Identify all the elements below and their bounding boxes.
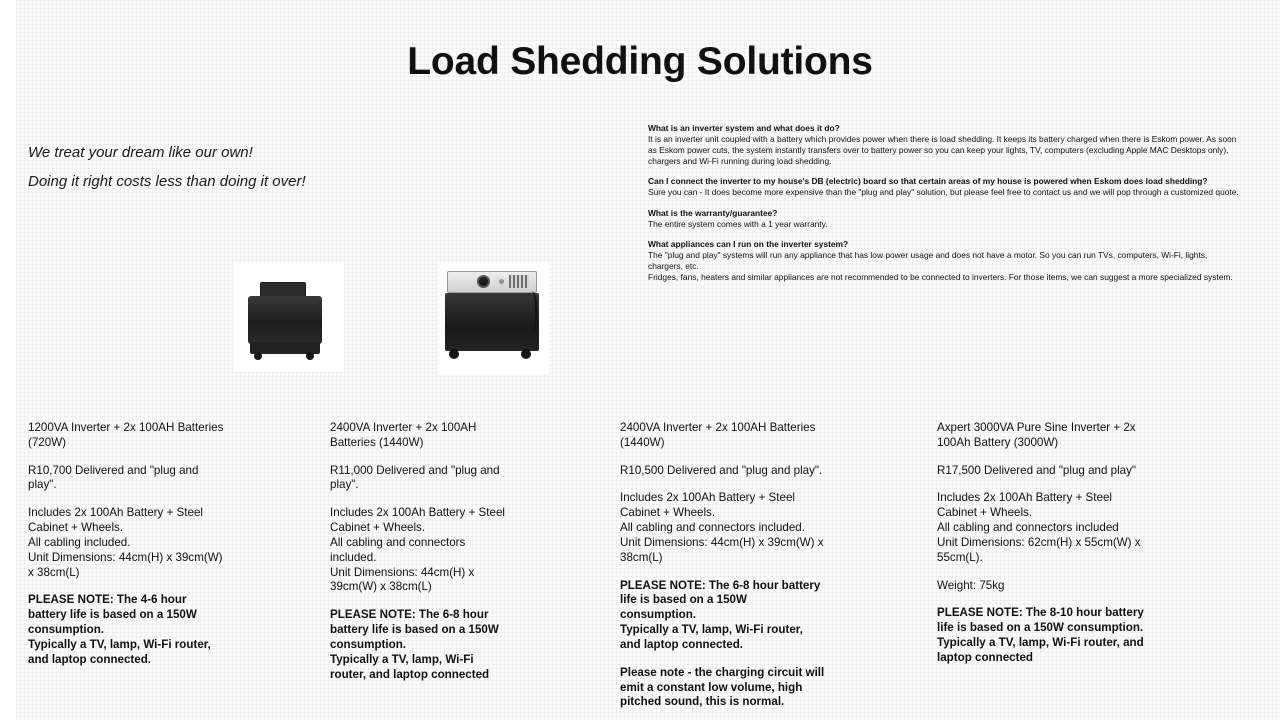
faq-answer-1: It is an inverter unit coupled with a battery which provides power when there is load shedding. It keeps its battery charged when there is Eskom power. As soon as Eskom power cuts, the system instantly transfers over to battery power so you can keep your lights, TV, computers (excluding Apple MAC Desktops only), chargers and Wi-Fi running during load shedding. — [648, 134, 1237, 167]
faq-answer-3: The entire system comes with a 1 year warranty. — [648, 218, 828, 229]
faq-question-4: What appliances can I run on the inverter system? — [648, 238, 849, 249]
product-note-1: PLEASE NOTE: The 6-8 hour battery life is based on a 150W consumption. — [620, 578, 821, 622]
product-note-1: PLEASE NOTE: The 6-8 hour battery life is based on a 150W consumption. — [330, 608, 499, 651]
product-includes-2: All cabling and connectors included. — [620, 521, 805, 535]
product-column-3 — [620, 421, 825, 710]
wheel-icon — [254, 352, 262, 360]
product-includes-2: All cabling included. — [28, 535, 131, 549]
tagline-secondary: Doing it right costs less than doing it over! — [28, 173, 306, 190]
product-note-2: Typically a TV, lamp, Wi-Fi router, and laptop connected. — [620, 623, 803, 651]
left-margin-bar — [0, 0, 16, 720]
faq-question-3: What is the warranty/guarantee? — [648, 207, 778, 218]
product-name: Axpert 3000VA Pure Sine Inverter + 2x 100Ah Battery (3000W) — [937, 421, 1136, 449]
product-includes-2: All cabling and connectors included. — [330, 535, 466, 564]
product-extra-note: Please note - the charging circuit will emit a constant low volume, high pitched sound, this is normal. — [620, 665, 825, 709]
product-name: 2400VA Inverter + 2x 100AH Batteries (1440W) — [620, 421, 816, 449]
product-image-2 — [437, 261, 549, 374]
product-name: 1200VA Inverter + 2x 100AH Batteries (720W) — [28, 421, 224, 449]
product-includes-1: Includes 2x 100Ah Battery + Steel Cabinet + Wheels. — [330, 506, 505, 535]
vent-icon — [509, 275, 529, 288]
wheel-icon — [306, 352, 314, 360]
product-name: 2400VA Inverter + 2x 100AH Batteries (1440W) — [330, 421, 477, 449]
product-note-2: Typically a TV, lamp, Wi-Fi router, and laptop connected. — [28, 637, 211, 666]
product-price: R10,700 Delivered and "plug and play". — [28, 463, 199, 492]
product-column-4 — [937, 421, 1152, 666]
faq-answer-2: Sure you can - It does become more expensive than the "plug and play" solution, but please feel free to contact us and we will pop through a customized quote. — [648, 187, 1239, 198]
cabinet-shape — [248, 296, 322, 344]
product-includes-1: Includes 2x 100Ah Battery + Steel Cabinet + Wheels. — [620, 491, 795, 520]
product-note-1: PLEASE NOTE: The 8-10 hour battery life is based on a 150W consumption. — [937, 606, 1144, 635]
product-image-1 — [234, 262, 344, 372]
product-includes-3: Unit Dimensions: 62cm(H) x 55cm(W) x 55cm(L). — [937, 535, 1141, 564]
faq-answer-4b: Fridges, fans, heaters and similar appliances are not recommended to be connected to inverters. For those items, we can suggest a more specialized system. — [648, 272, 1233, 283]
product-note-2: Typically a TV, lamp, Wi-Fi router, and laptop connected — [937, 636, 1144, 664]
knob-icon — [477, 275, 490, 288]
faq-question-2: Can I connect the inverter to my house's DB (electric) board so that certain areas of my house is powered when Eskom does load shedding? — [648, 176, 1208, 187]
product-column-2 — [330, 421, 510, 682]
product-price: R10,500 Delivered and "plug and play". — [620, 463, 823, 477]
product-column-1 — [28, 421, 228, 668]
product-includes-2: All cabling and connectors included — [937, 521, 1119, 535]
product-note-1: PLEASE NOTE: The 4-6 hour battery life is based on a 150W consumption. — [28, 593, 197, 637]
product-price: R17,500 Delivered and "plug and play" — [937, 463, 1137, 477]
tagline-primary: We treat your dream like our own! — [28, 144, 253, 161]
product-includes-3: Unit Dimensions: 44cm(H) x 39cm(W) x 38cm(L) — [620, 535, 824, 564]
product-weight: Weight: 75kg — [937, 578, 1005, 592]
wheel-icon — [449, 349, 459, 359]
page-title: Load Shedding Solutions — [407, 40, 873, 83]
product-includes-1: Includes 2x 100Ah Battery + Steel Cabinet + Wheels. — [28, 506, 203, 535]
faq-answer-4: The "plug and play" systems will run any appliance that has low power usage and does not have a motor. So you can run TVs, computers, Wi-Fi, lights, chargers, etc. — [648, 249, 1208, 271]
wheel-icon — [521, 349, 531, 359]
product-price: R11,000 Delivered and "plug and play". — [330, 463, 500, 492]
led-icon — [499, 279, 504, 284]
power-cord-shape — [523, 291, 537, 333]
product-includes-3: Unit Dimensions: 44cm(H) x 39cm(W) x 38cm(L) — [330, 565, 475, 594]
faq-question-1: What is an inverter system and what does it do? — [648, 123, 840, 133]
product-includes-3: Unit Dimensions: 44cm(H) x 39cm(W) x 38cm(L) — [28, 550, 223, 579]
product-note-2: Typically a TV, lamp, Wi-Fi router, and laptop connected — [330, 652, 490, 681]
faq-block — [648, 123, 1240, 292]
product-includes-1: Includes 2x 100Ah Battery + Steel Cabinet + Wheels. — [937, 491, 1112, 520]
